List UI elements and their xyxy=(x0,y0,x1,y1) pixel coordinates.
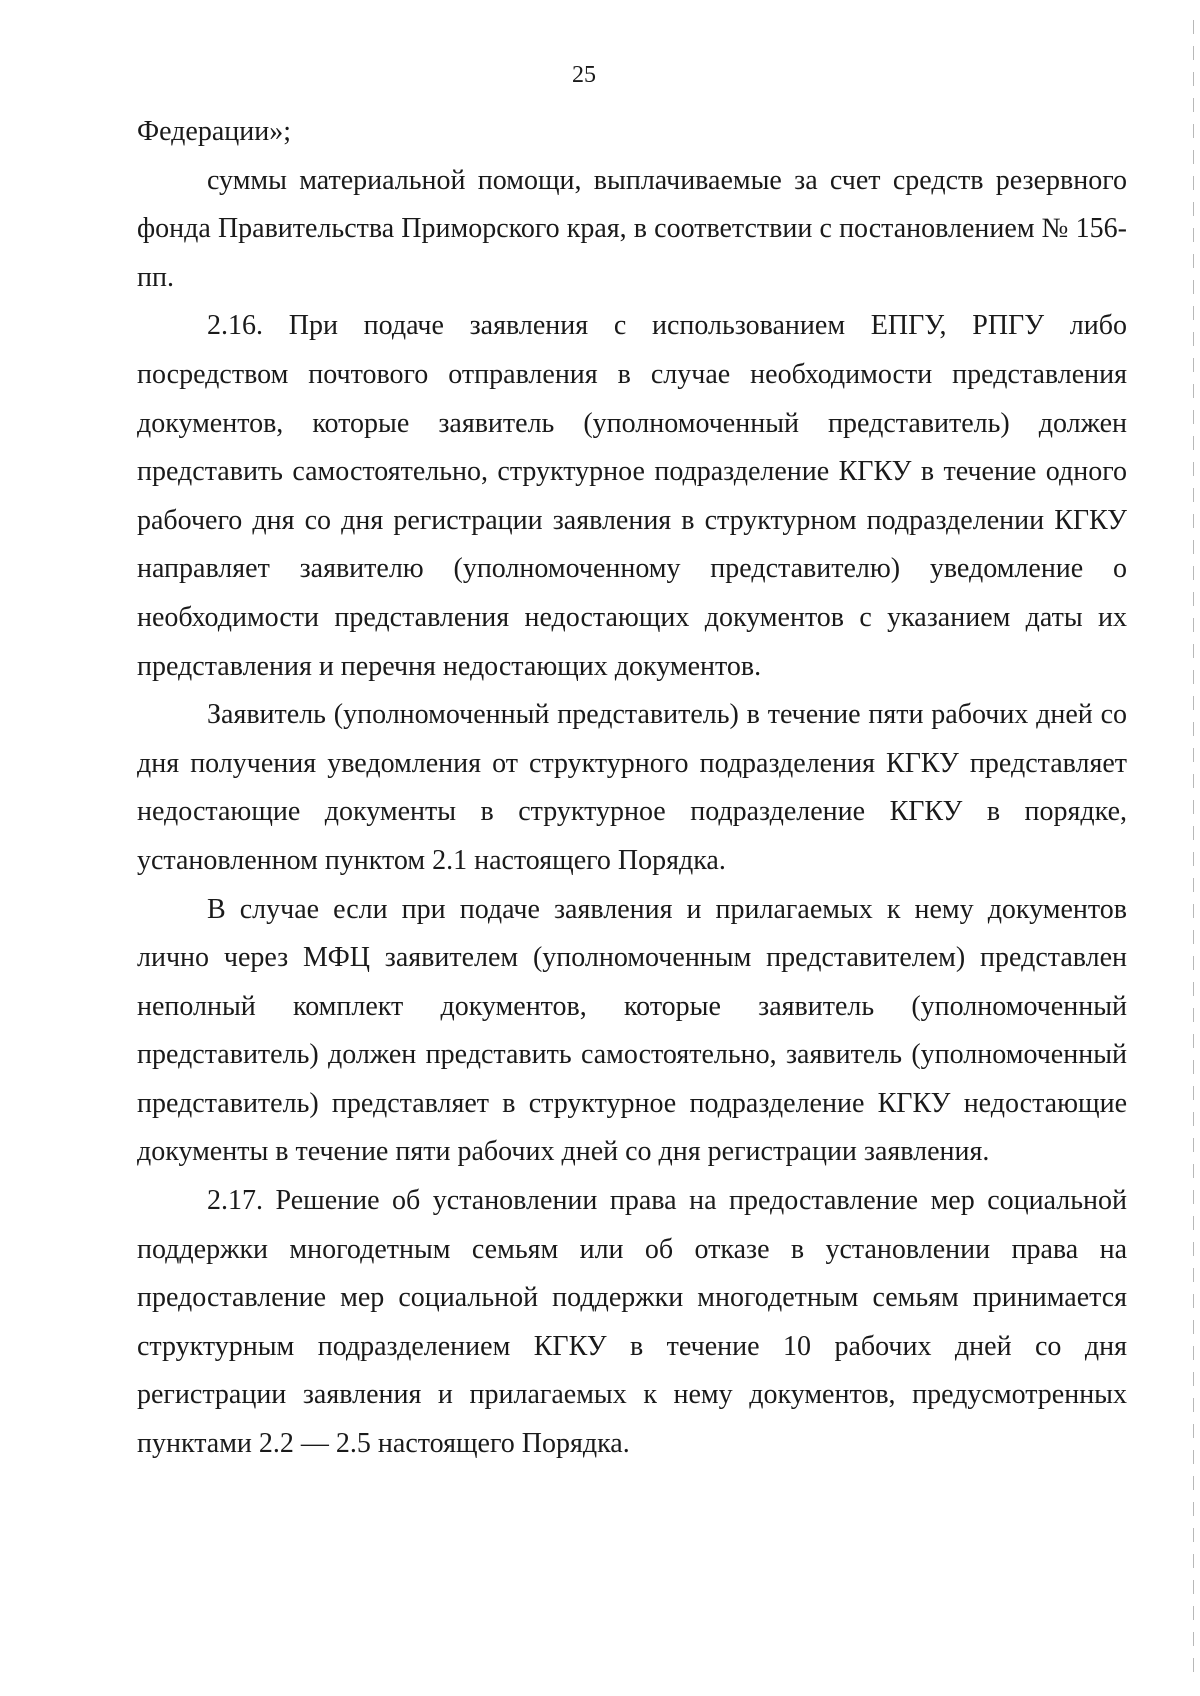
paragraph: Заявитель (уполномоченный представитель) в течение пяти рабочих дней со дня получения уведомления от структурного подразделения КГКУ представляет недостающие документы в структурное подразделение КГКУ в порядке, установленном пунктом 2.1 настоящего Порядка. xyxy=(137,699,1127,876)
paragraph: Федерации»; xyxy=(137,116,292,147)
paragraph: В случае если при подаче заявления и прилагаемых к нему документов лично через МФЦ заявителем (уполномоченным представителем) представлен неполный комплект документов, которые заявитель (уполномоченный представитель) должен представить самостоятельно, заявитель (уполномоченный представитель) представляет в структурное подразделение КГКУ недостающие документы в течение пяти рабочих дней со дня регистрации заявления. xyxy=(137,893,1127,1168)
document-body xyxy=(137,108,1127,1469)
paragraph: суммы материальной помощи, выплачиваемые за счет средств резервного фонда Правительства Приморского края, в соответствии с постановлением № 156-пп. xyxy=(137,164,1127,293)
page-number: 25 xyxy=(572,62,596,88)
scan-edge-line xyxy=(1193,20,1194,1680)
paragraph: 2.17. Решение об установлении права на предоставление мер социальной поддержки многодетным семьям или об отказе в установлении права на предоставление мер социальной поддержки многодетным семьям принимается структурным подразделением КГКУ в течение 10 рабочих дней со дня регистрации заявления и прилагаемых к нему документов, предусмотренных пунктами 2.2 — 2.5 настоящего Порядка. xyxy=(137,1185,1127,1460)
paragraph: 2.16. При подаче заявления с использованием ЕПГУ, РПГУ либо посредством почтового отправления в случае необходимости представления документов, которые заявитель (уполномоченный представитель) должен представить самостоятельно, структурное подразделение КГКУ в течение одного рабочего дня со дня регистрации заявления в структурном подразделении КГКУ направляет заявителю (уполномоченному представителю) уведомление о необходимости представления недостающих документов с указанием даты их представления и перечня недостающих документов. xyxy=(137,310,1127,682)
